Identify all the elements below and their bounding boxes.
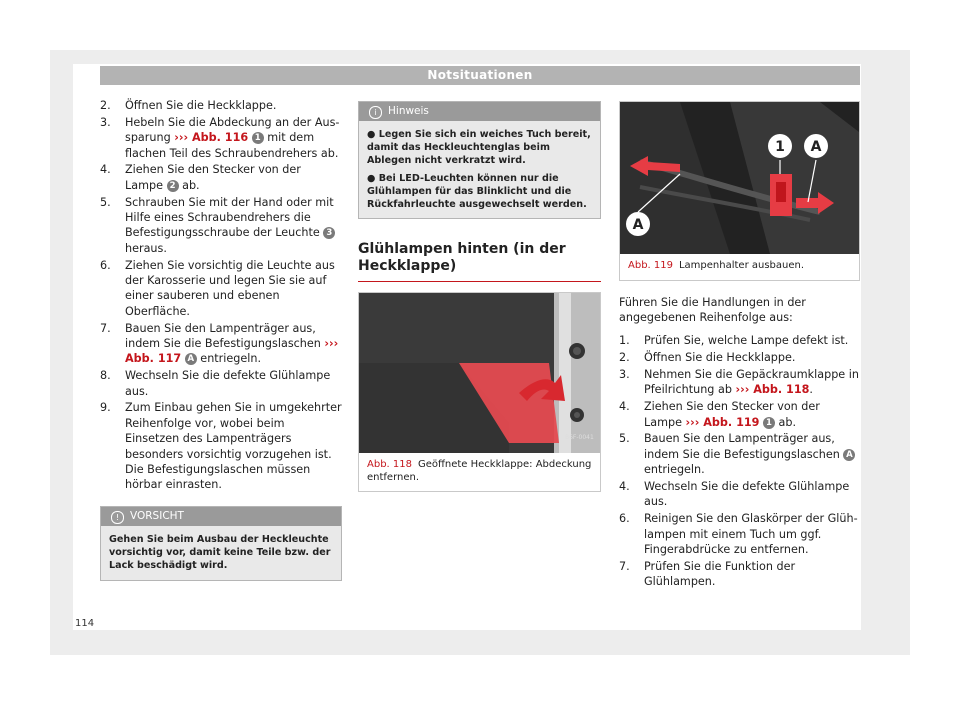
- step-text: Reinigen Sie den Glaskörper der Glühlampen mit einem Tuch um ggf. Fingerabdrücke zu entfernen.: [644, 512, 858, 556]
- step-item: [619, 350, 860, 365]
- step-item: [100, 321, 342, 367]
- section-title: Glühlampen hinten (in der Heckklappe): [358, 241, 601, 282]
- figure-118-image: [359, 293, 600, 453]
- step-number: 2.: [619, 351, 630, 365]
- hint-header: [359, 102, 600, 121]
- step-text: mit dem flachen Teil des Schraubendrehers ab.: [125, 131, 339, 160]
- step-text: Öffnen Sie die Heckklappe.: [644, 351, 796, 365]
- step-text: ab.: [178, 178, 200, 192]
- figure-reference: ››› Abb. 116: [174, 131, 249, 145]
- step-number: 3.: [619, 367, 630, 381]
- step-item: [619, 431, 860, 477]
- step-text: Ziehen Sie vorsichtig die Leuchte aus der Karosserie und legen Sie sie auf einer sauberen und ebenen Oberfläche.: [125, 258, 335, 318]
- step-text: Wechseln Sie die defekte Glühlampe aus.: [644, 479, 850, 509]
- step-number: 4.: [619, 479, 630, 493]
- caution-header: [101, 507, 341, 526]
- step-text: entriegeln.: [644, 463, 705, 477]
- hint-box: [358, 101, 601, 219]
- step-text: Ziehen Sie den Stecker von der Lampe: [644, 400, 820, 429]
- step-number: 1.: [619, 334, 630, 348]
- chapter-header: Notsituationen: [100, 66, 860, 85]
- step-number: 7.: [619, 559, 630, 573]
- figure-reference: ››› Abb. 117: [125, 337, 339, 366]
- callout-badge: A: [843, 449, 855, 461]
- page-number: 114: [75, 618, 95, 629]
- right-step-list: [619, 333, 860, 589]
- intro-text: Führen Sie die Handlungen in der angegebenen Reihenfolge aus:: [619, 295, 806, 324]
- step-number: 3.: [100, 115, 111, 129]
- lamp-holder-illustration: [620, 102, 859, 254]
- caution-text: Gehen Sie beim Ausbau der Heckleuchte vorsichtig vor, damit keine Teile bzw. der Lack beschädigt wird.: [109, 533, 331, 572]
- step-text: Prüfen Sie die Funktion der Glühlampen.: [644, 559, 796, 589]
- step-item: [100, 368, 342, 399]
- warning-icon: !: [111, 511, 124, 524]
- step-text: ab.: [775, 415, 797, 429]
- step-text: Schrauben Sie mit der Hand oder mit Hilfe eines Schraubendrehers die Befestigungsschraube der Leuchte: [125, 195, 334, 240]
- step-item: [619, 479, 860, 510]
- step-text: Öffnen Sie die Heckklappe.: [125, 99, 277, 112]
- step-text: Nehmen Sie die Gepäckraumklappe in Pfeilrichtung ab: [644, 367, 859, 397]
- callout-badge: 2: [167, 180, 179, 192]
- step-number: 6.: [100, 258, 111, 272]
- step-number: 2.: [100, 99, 111, 112]
- middle-column: [358, 101, 601, 492]
- step-number: 8.: [100, 369, 111, 383]
- callout-badge: A: [185, 353, 197, 365]
- figure-119-caption: [620, 254, 859, 280]
- step-text: heraus.: [125, 241, 167, 255]
- callout-a: A: [632, 217, 644, 233]
- figure-118: [358, 292, 601, 492]
- step-text: Prüfen Sie, welche Lampe defekt ist.: [644, 334, 849, 348]
- figure-119-label: Abb. 119: [628, 260, 673, 271]
- step-number: 4.: [619, 400, 630, 414]
- step-item: [619, 511, 860, 557]
- callout-badge: 1: [252, 132, 264, 144]
- step-number: 5.: [100, 195, 111, 209]
- caution-body: [101, 526, 341, 580]
- hint-bullet: ● Bei LED-Leuchten können nur die Glühlampen für das Blinklicht und die Rückfahrleuchte ausgewechselt werden.: [367, 172, 587, 211]
- step-text: entriegeln.: [196, 352, 261, 366]
- step-text: Wechseln Sie die defekte Glühlampe aus.: [125, 369, 331, 398]
- step-item: [619, 559, 860, 590]
- figure-reference: ››› Abb. 118: [735, 383, 810, 397]
- hint-body: [359, 121, 600, 218]
- step-item: [619, 399, 860, 430]
- step-text: Ziehen Sie den Stecker von der Lampe: [125, 163, 301, 192]
- step-text: .: [809, 383, 813, 397]
- figure-code: B6F-0041: [565, 434, 594, 442]
- caution-box: [100, 506, 342, 581]
- figure-119: [619, 101, 860, 281]
- step-number: 7.: [100, 321, 111, 335]
- figure-118-caption: [359, 453, 600, 491]
- step-item: [619, 367, 860, 398]
- step-item: [100, 258, 342, 320]
- figure-119-text: Lampenhalter ausbauen.: [678, 260, 805, 271]
- step-item: [100, 115, 342, 161]
- hint-bullet: ● Legen Sie sich ein weiches Tuch bereit, damit das Heckleuchtenglas beim Ablegen nicht verkratzt wird.: [367, 129, 591, 167]
- step-text: Hebeln Sie die Abdeckung an der Aussparung: [125, 115, 340, 145]
- callout-badge: 1: [763, 417, 775, 429]
- figure-118-label: Abb. 118: [367, 459, 412, 471]
- info-icon: i: [369, 106, 382, 119]
- caution-title: VORSICHT: [130, 509, 184, 522]
- step-text: Bauen Sie den Lampenträger aus, indem Sie die Befestigungslaschen: [125, 321, 325, 351]
- callout-badge: 3: [323, 227, 335, 239]
- hint-title: Hinweis: [388, 105, 429, 117]
- callout-a: A: [810, 139, 822, 155]
- callout-1: 1: [775, 139, 785, 155]
- step-item: [100, 162, 342, 193]
- step-number: 5.: [619, 432, 630, 446]
- figure-118-text: Geöffnete Heckklappe: Abdeckung entfernen.: [367, 459, 592, 483]
- tailgate-illustration: [359, 293, 600, 453]
- step-item: [100, 195, 342, 257]
- step-item: [100, 98, 342, 113]
- figure-119-image: [620, 102, 859, 254]
- figure-reference: ››› Abb. 119: [685, 415, 760, 429]
- step-text: Zum Einbau gehen Sie in umgekehrter Reihenfolge vor, wobei beim Einsetzen des Lampenträgers besonders vorsichtig vorzugehen ist. Die Befestigungslaschen müssen hörbar einrasten.: [125, 401, 342, 492]
- step-number: 9.: [100, 401, 111, 415]
- step-item: [619, 333, 860, 348]
- step-text: Bauen Sie den Lampenträger aus, indem Sie die Befestigungslaschen: [644, 432, 844, 461]
- left-step-list: [100, 98, 342, 493]
- step-item: [100, 400, 342, 492]
- right-column: [619, 101, 860, 591]
- left-column: [100, 98, 342, 581]
- step-number: 4.: [100, 163, 111, 177]
- step-number: 6.: [619, 512, 630, 526]
